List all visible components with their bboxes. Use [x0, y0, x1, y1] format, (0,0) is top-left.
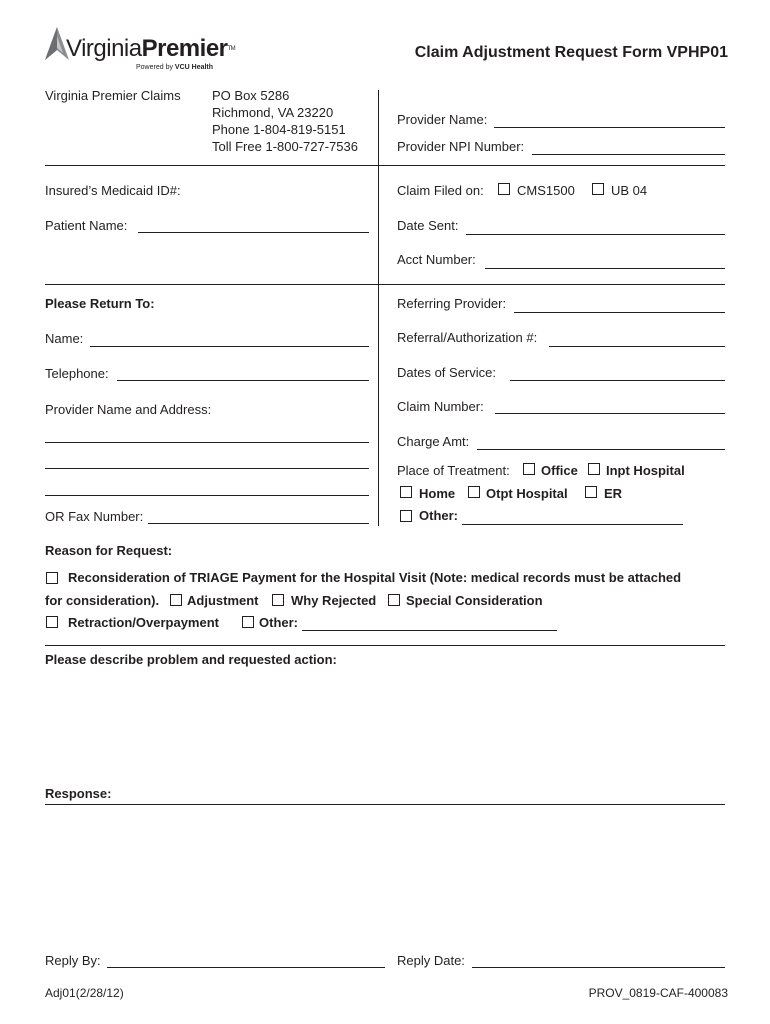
- reconsideration-checkbox[interactable]: [46, 572, 58, 584]
- describe-problem-area[interactable]: [45, 672, 725, 782]
- address-line-2: Richmond, VA 23220: [212, 105, 334, 120]
- response-area[interactable]: [45, 808, 725, 943]
- adjustment-checkbox[interactable]: [170, 594, 182, 606]
- for-consideration-text: for consideration).: [45, 593, 160, 608]
- section-divider-1: [45, 165, 725, 166]
- referring-provider-field[interactable]: [514, 312, 725, 313]
- reason-heading: Reason for Request:: [45, 543, 173, 558]
- section-divider-2: [45, 284, 725, 285]
- form-version: Adj01(2/28/12): [45, 986, 124, 1000]
- acct-number-label: Acct Number:: [397, 252, 476, 267]
- form-code: PROV_0819-CAF-400083: [588, 986, 728, 1000]
- other-reason-label: Other:: [259, 615, 298, 630]
- other-reason-field[interactable]: [302, 630, 557, 631]
- home-label: Home: [419, 486, 456, 501]
- response-heading: Response:: [45, 786, 112, 801]
- er-checkbox[interactable]: [585, 486, 597, 498]
- telephone-field[interactable]: [117, 380, 369, 381]
- retraction-label: Retraction/Overpayment: [68, 615, 219, 630]
- office-checkbox[interactable]: [523, 463, 535, 475]
- provider-address-line-3[interactable]: [45, 495, 369, 496]
- charge-amt-field[interactable]: [477, 449, 725, 450]
- fax-number-field[interactable]: [148, 523, 369, 524]
- referral-auth-field[interactable]: [549, 346, 725, 347]
- er-label: ER: [604, 486, 623, 501]
- special-consideration-label: Special Consideration: [406, 593, 543, 608]
- describe-heading: Please describe problem and requested action:: [45, 652, 337, 667]
- provider-npi-label: Provider NPI Number:: [397, 139, 525, 154]
- telephone-label: Telephone:: [45, 366, 109, 381]
- cms1500-checkbox[interactable]: [498, 183, 510, 195]
- powered-by-label: Powered by: [136, 64, 173, 71]
- provider-address-line-1[interactable]: [45, 442, 369, 443]
- date-sent-label: Date Sent:: [397, 218, 459, 233]
- home-checkbox[interactable]: [400, 486, 412, 498]
- form-title: Claim Adjustment Request Form VPHP01: [414, 44, 728, 61]
- claims-org-name: Virginia Premier Claims: [45, 88, 181, 103]
- cms1500-label: CMS1500: [517, 183, 575, 198]
- patient-name-label: Patient Name:: [45, 218, 128, 233]
- reply-by-label: Reply By:: [45, 953, 101, 968]
- provider-npi-field[interactable]: [532, 154, 725, 155]
- reply-date-field[interactable]: [472, 967, 725, 968]
- fax-number-label: OR Fax Number:: [45, 509, 144, 524]
- medicaid-id-label: Insured’s Medicaid ID#:: [45, 183, 181, 198]
- powered-by-org: VCU Health: [174, 64, 214, 71]
- adjustment-label: Adjustment: [187, 593, 259, 608]
- claim-number-field[interactable]: [495, 413, 725, 414]
- reconsideration-label: Reconsideration of TRIAGE Payment for the Hospital Visit (Note: medical records must be attached: [68, 570, 682, 585]
- section-divider-3: [45, 645, 725, 646]
- other-reason-checkbox[interactable]: [242, 616, 254, 628]
- retraction-checkbox[interactable]: [46, 616, 58, 628]
- provider-address-label: Provider Name and Address:: [45, 402, 212, 417]
- otpt-hospital-checkbox[interactable]: [468, 486, 480, 498]
- place-of-treatment-label: Place of Treatment:: [397, 463, 510, 478]
- why-rejected-checkbox[interactable]: [272, 594, 284, 606]
- charge-amt-label: Charge Amt:: [397, 434, 470, 449]
- reply-date-label: Reply Date:: [397, 953, 465, 968]
- other-treatment-checkbox[interactable]: [400, 510, 412, 522]
- response-divider: [45, 804, 725, 805]
- other-treatment-field[interactable]: [462, 524, 683, 525]
- return-name-field[interactable]: [90, 346, 369, 347]
- return-name-label: Name:: [45, 331, 84, 346]
- inpt-hospital-label: Inpt Hospital: [606, 463, 685, 478]
- column-divider: [378, 90, 379, 526]
- dates-of-service-field[interactable]: [510, 380, 725, 381]
- address-line-1: PO Box 5286: [212, 88, 290, 103]
- provider-address-line-2[interactable]: [45, 468, 369, 469]
- logo-trademark: TM: [227, 46, 236, 52]
- why-rejected-label: Why Rejected: [291, 593, 377, 608]
- acct-number-field[interactable]: [485, 268, 725, 269]
- claim-filed-label: Claim Filed on:: [397, 183, 484, 198]
- provider-name-field[interactable]: [494, 127, 725, 128]
- date-sent-field[interactable]: [466, 234, 725, 235]
- referring-provider-label: Referring Provider:: [397, 296, 507, 311]
- office-label: Office: [541, 463, 578, 478]
- patient-name-field[interactable]: [138, 232, 369, 233]
- other-treatment-label: Other:: [419, 508, 458, 523]
- address-phone: Phone 1-804-819-5151: [212, 122, 346, 137]
- ub04-label: UB 04: [611, 183, 648, 198]
- reply-by-field[interactable]: [107, 967, 385, 968]
- logo: [44, 26, 244, 76]
- logo-name: Virginia: [66, 35, 142, 62]
- address-toll-free: Toll Free 1-800-727-7536: [212, 139, 358, 154]
- claim-number-label: Claim Number:: [397, 399, 484, 414]
- inpt-hospital-checkbox[interactable]: [588, 463, 600, 475]
- return-to-heading: Please Return To:: [45, 296, 155, 311]
- special-consideration-checkbox[interactable]: [388, 594, 400, 606]
- ub04-checkbox[interactable]: [592, 183, 604, 195]
- logo-name-bold: Premier: [141, 35, 228, 62]
- dates-of-service-label: Dates of Service:: [397, 365, 496, 380]
- provider-name-label: Provider Name:: [397, 112, 488, 127]
- otpt-hospital-label: Otpt Hospital: [486, 486, 568, 501]
- referral-auth-label: Referral/Authorization #:: [397, 330, 538, 345]
